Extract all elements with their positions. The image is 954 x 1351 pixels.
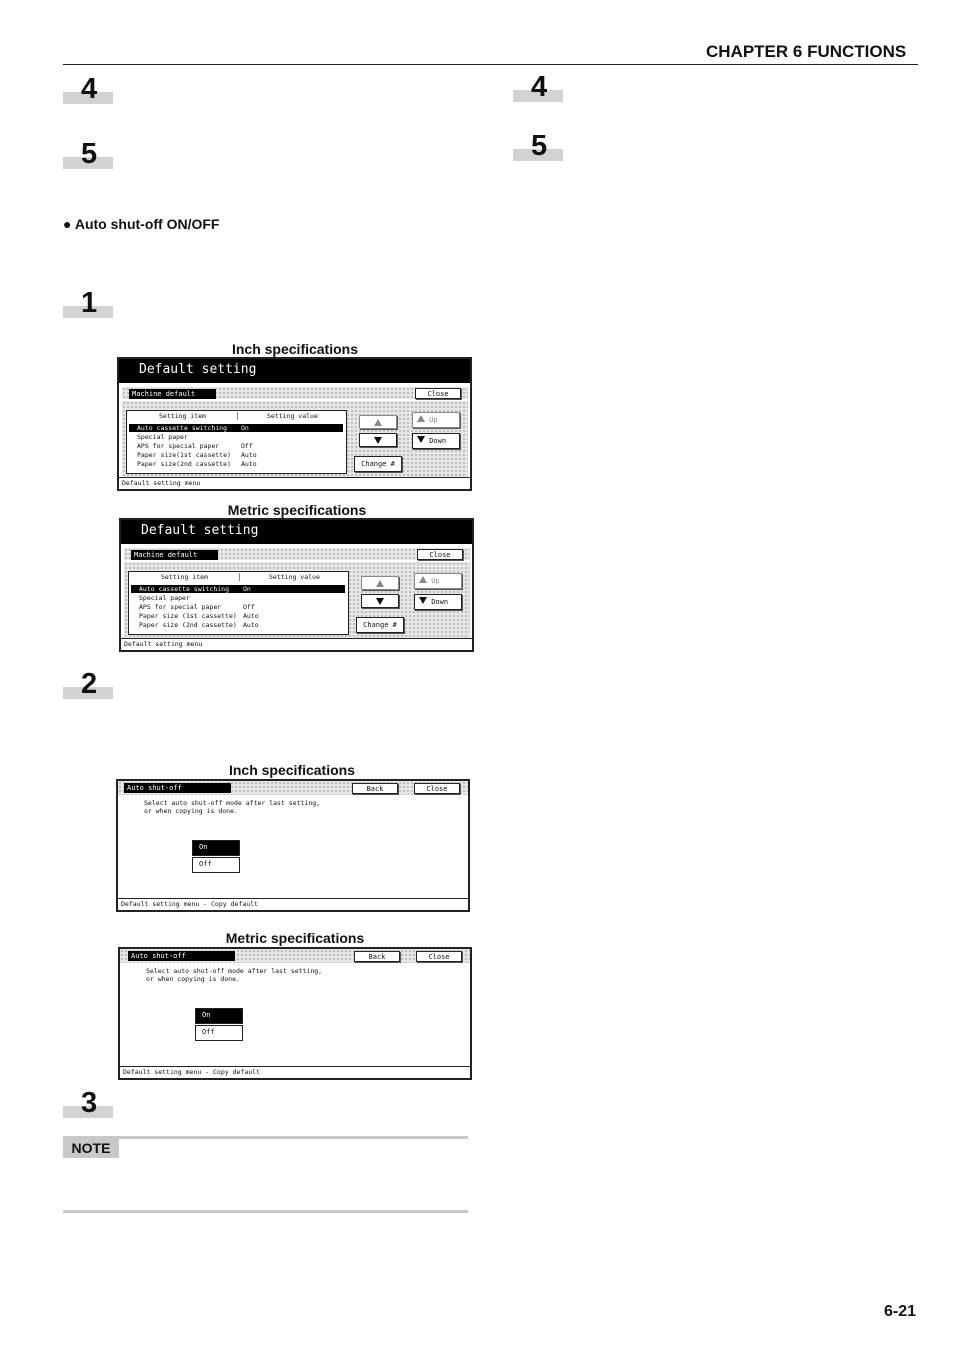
step-1-marker [63,287,113,319]
list-value: Off [243,603,255,611]
close-button[interactable]: Close [417,549,463,560]
status-bar: Default setting menu - Copy default [120,1066,470,1078]
list-item[interactable]: Special paper [139,594,190,602]
col-setting-item: Setting item [161,573,208,581]
screen-title: Default setting [121,520,472,544]
list-value: Auto [241,451,257,459]
on-option[interactable]: On [192,840,240,856]
back-button[interactable]: Back [354,951,400,962]
default-setting-screen-metric [119,518,474,652]
up-button[interactable] [412,412,460,428]
down-label: Down [431,598,449,606]
status-bar: Default setting menu [121,638,472,650]
scroll-up-button[interactable] [361,576,399,590]
triangle-up-icon [374,419,382,426]
tab-auto-shutoff[interactable]: Auto shut-off [124,783,231,793]
message-line-1: Select auto shut-off mode after last setting, [146,967,323,975]
scroll-down-button[interactable] [361,594,399,608]
settings-list [126,410,347,474]
change-button[interactable]: Change # [354,456,402,472]
default-setting-screen-inch [117,357,472,491]
header-rule [63,64,918,65]
list-value: Off [241,442,253,450]
caption-inch-2: Inch specifications [228,762,356,778]
step-number: 5 [81,138,98,170]
auto-shutoff-screen-inch [116,779,470,912]
tab-auto-shutoff[interactable]: Auto shut-off [128,951,235,961]
step-number: 2 [81,668,98,700]
list-item[interactable]: Paper size (1st cassette) [139,612,237,620]
list-value: On [243,585,251,593]
change-button[interactable]: Change # [356,617,404,633]
list-value: Auto [241,460,257,468]
list-item[interactable]: Paper size(2nd cassette) [137,460,231,468]
col-setting-value: Setting value [267,412,318,420]
section-heading [63,216,219,232]
step-number: 1 [81,287,98,319]
back-button[interactable]: Back [352,783,398,794]
settings-list [128,571,349,635]
caption-inch-1: Inch specifications [231,341,359,357]
col-setting-value: Setting value [269,573,320,581]
step-number: 3 [81,1087,98,1119]
triangle-up-icon [417,415,425,422]
step-4-marker-right [513,71,563,103]
auto-shutoff-screen-metric [118,947,472,1080]
caption-metric-1: Metric specifications [227,502,367,518]
list-value: On [241,424,249,432]
note-bottom-rule [63,1210,468,1213]
list-item[interactable]: Auto cassette switching [137,424,228,432]
caption-metric-2: Metric specifications [225,930,365,946]
triangle-up-icon [376,580,384,587]
col-divider [237,412,238,420]
list-item[interactable]: APS for special paper [139,603,222,611]
chapter-header: CHAPTER 6 FUNCTIONS [706,42,907,61]
off-option[interactable]: Off [195,1025,243,1041]
down-button[interactable] [412,433,460,449]
list-value: Auto [243,621,259,629]
bullet-icon: ● [63,216,72,232]
note-top-rule [63,1136,468,1139]
step-number: 4 [81,73,98,105]
status-bar: Default setting menu - Copy default [118,898,468,910]
triangle-down-icon [419,597,427,604]
up-label: Up [431,577,440,585]
step-4-marker [63,73,113,105]
step-2-marker [63,668,113,700]
page-number: 6-21 [884,1303,917,1320]
step-number: 5 [531,130,548,162]
list-item[interactable]: APS for special paper [137,442,220,450]
close-button[interactable]: Close [414,783,460,794]
tab-machine-default[interactable]: Machine default [131,550,218,560]
triangle-up-icon [419,576,427,583]
down-button[interactable] [414,594,462,610]
step-5-marker-right [513,130,563,162]
message-line-2: or when copying is done. [146,975,240,983]
note-label: NOTE [63,1138,119,1158]
up-button[interactable] [414,573,462,589]
off-option[interactable]: Off [192,857,240,873]
triangle-down-icon [374,437,382,444]
col-setting-item: Setting item [159,412,206,420]
on-option[interactable]: On [195,1008,243,1024]
up-label: Up [429,416,438,424]
down-label: Down [429,437,447,445]
close-button[interactable]: Close [415,388,461,399]
screen-title: Default setting [119,359,470,383]
list-item[interactable]: Paper size(1st cassette) [137,451,231,459]
message-line-1: Select auto shut-off mode after last setting, [144,799,321,807]
col-divider [239,573,240,581]
list-value: Auto [243,612,259,620]
list-item[interactable]: Special paper [137,433,188,441]
tab-machine-default[interactable]: Machine default [129,389,216,399]
triangle-down-icon [417,436,425,443]
status-bar: Default setting menu [119,477,470,489]
list-item[interactable]: Auto cassette switching [139,585,230,593]
close-button[interactable]: Close [416,951,462,962]
message-line-2: or when copying is done. [144,807,238,815]
triangle-down-icon [376,598,384,605]
scroll-up-button[interactable] [359,415,397,429]
step-5-marker [63,138,113,170]
step-3-marker [63,1087,113,1119]
scroll-down-button[interactable] [359,433,397,447]
section-title: Auto shut-off ON/OFF [74,216,220,232]
step-number: 4 [531,71,548,103]
list-item[interactable]: Paper size (2nd cassette) [139,621,237,629]
